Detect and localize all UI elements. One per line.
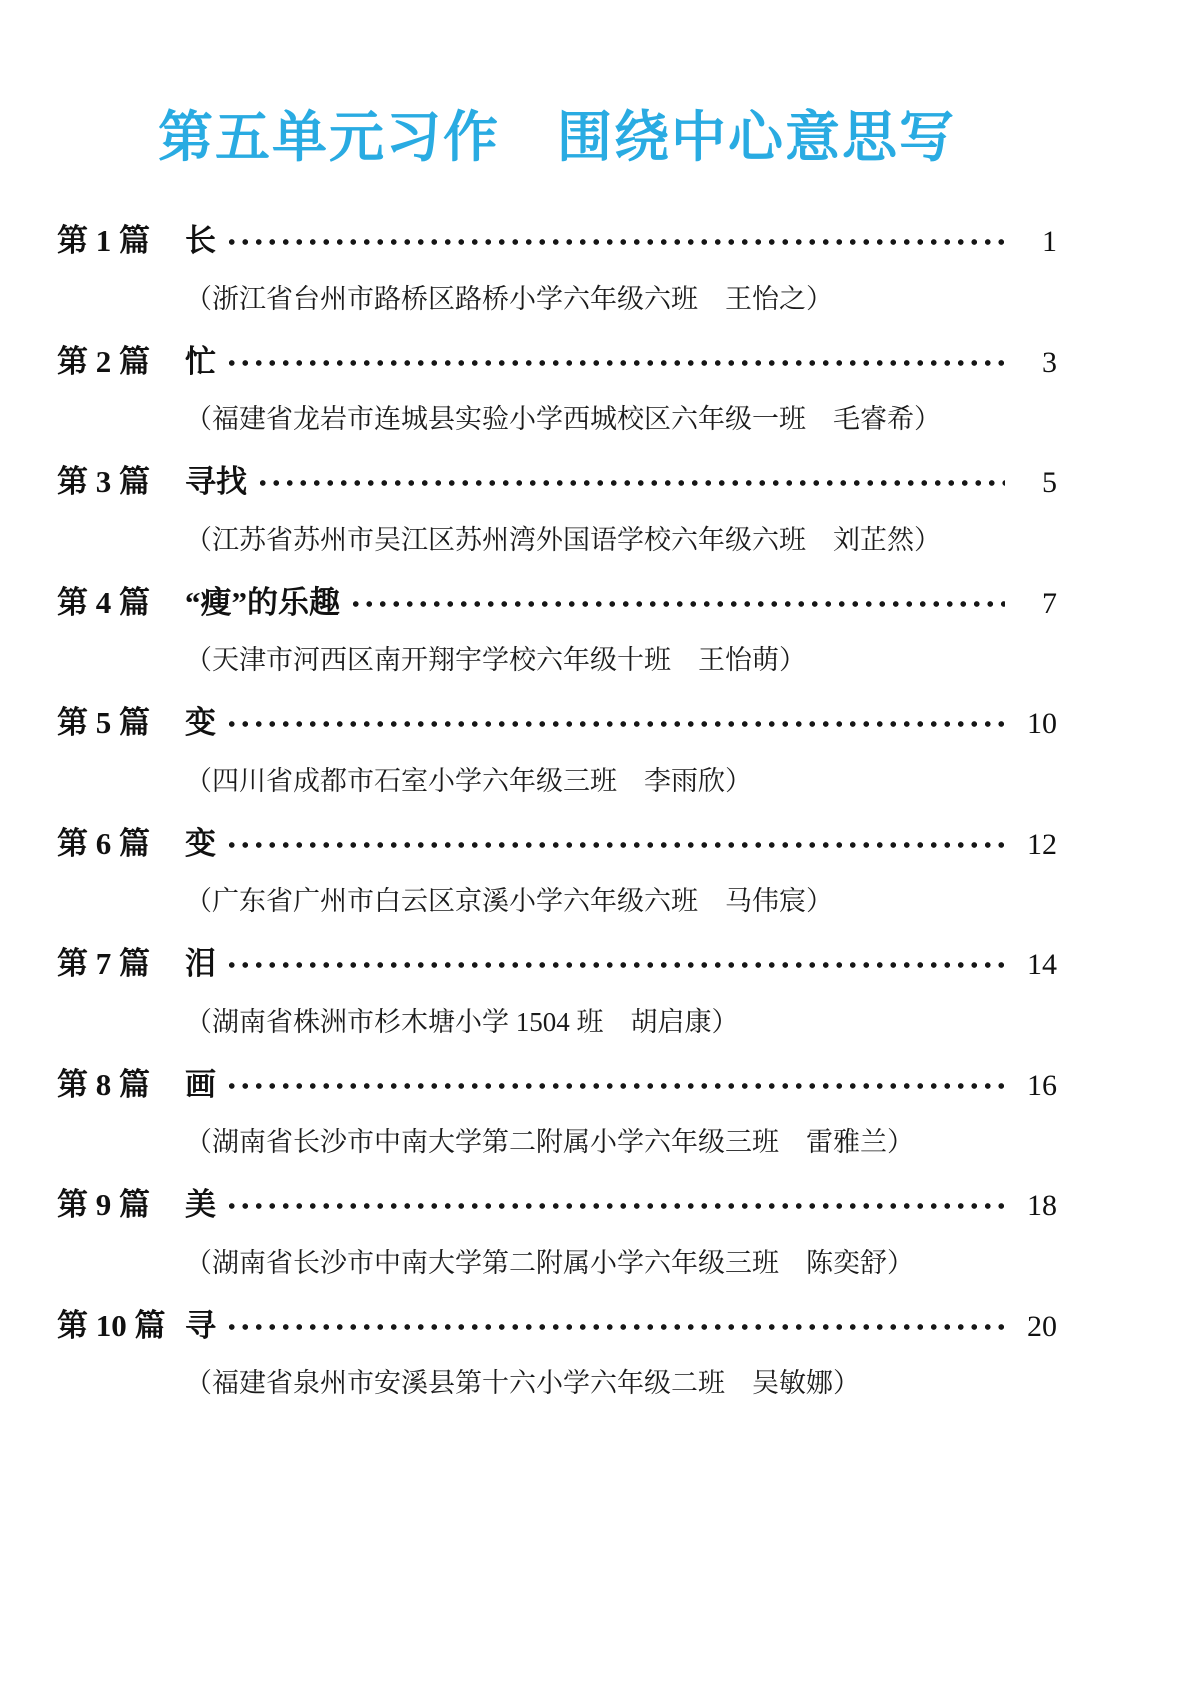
- dot-leader: [225, 960, 1005, 970]
- entry-school-author: （湖南省长沙市中南大学第二附属小学六年级三班 陈奕舒）: [185, 1247, 914, 1278]
- toc-entry-row: [57, 584, 1057, 623]
- entry-number-label: 第 2 篇: [57, 343, 150, 379]
- entry-title: 寻: [185, 1307, 216, 1343]
- toc-entry-row: [57, 704, 1057, 743]
- entry-page-number: 14: [1027, 948, 1057, 981]
- entry-page-number: 1: [1042, 225, 1057, 258]
- dot-leader: [225, 237, 1005, 247]
- entry-school-author: （四川省成都市石室小学六年级三班 李雨欣）: [185, 765, 752, 796]
- entry-page-number: 3: [1042, 345, 1057, 379]
- toc-entry: [57, 945, 1057, 1040]
- toc-entry-row: [57, 222, 1057, 261]
- toc-entry: [57, 1307, 1057, 1402]
- entry-title: 美: [185, 1187, 216, 1222]
- entry-page-number: 12: [1027, 827, 1057, 861]
- page-title: 第五单元习作 围绕中心意思写: [157, 106, 956, 168]
- entry-page-number: 5: [1042, 466, 1057, 499]
- entry-number-label: 第 6 篇: [57, 825, 150, 861]
- entry-page-number: 20: [1027, 1309, 1057, 1343]
- toc-entry-row: [57, 463, 1057, 502]
- entry-title: 画: [185, 1066, 216, 1102]
- dot-leader: [225, 719, 1005, 729]
- entry-school-author: （湖南省长沙市中南大学第二附属小学六年级三班 雷雅兰）: [185, 1127, 914, 1158]
- entry-number-label: 第 8 篇: [57, 1066, 150, 1102]
- toc-entry: [57, 704, 1057, 799]
- entry-page-number: 18: [1027, 1189, 1057, 1222]
- entry-title: “瘦”的乐趣: [185, 584, 340, 620]
- entry-number-label: 第 7 篇: [57, 946, 150, 981]
- toc-entry: [57, 825, 1057, 920]
- toc-entry-row: [57, 945, 1057, 984]
- entry-number-label: 第 9 篇: [57, 1187, 150, 1222]
- entry-school-author: （江苏省苏州市吴江区苏州湾外国语学校六年级六班 刘芷然）: [185, 524, 941, 555]
- entry-title: 长: [185, 223, 216, 258]
- entry-page-number: 10: [1027, 707, 1057, 740]
- toc-entry-row: [57, 1186, 1057, 1225]
- toc-list: [57, 222, 1057, 1401]
- dot-leader: [225, 358, 1005, 368]
- entry-number-label: 第 4 篇: [57, 584, 150, 620]
- entry-number-label: 第 1 篇: [57, 223, 150, 258]
- dot-leader: [225, 1081, 1005, 1091]
- toc-entry: [57, 1066, 1057, 1161]
- entry-school-author: （湖南省株洲市杉木塘小学 1504 班 胡启康）: [185, 1006, 739, 1037]
- entry-title: 忙: [185, 343, 216, 379]
- entry-school-author: （天津市河西区南开翔宇学校六年级十班 王怡萌）: [185, 645, 806, 676]
- toc-entry: [57, 222, 1057, 317]
- toc-entry: [57, 343, 1057, 438]
- toc-entry-row: [57, 1066, 1057, 1105]
- entry-number-label: 第 5 篇: [57, 705, 150, 740]
- toc-entry-row: [57, 825, 1057, 864]
- entry-page-number: 16: [1027, 1068, 1057, 1102]
- toc-entry-row: [57, 343, 1057, 382]
- entry-number-label: 第 3 篇: [57, 464, 150, 499]
- toc-entry-row: [57, 1307, 1057, 1346]
- dot-leader: [256, 478, 1005, 488]
- dot-leader: [225, 840, 1005, 850]
- entry-title: 变: [185, 825, 216, 861]
- entry-school-author: （福建省泉州市安溪县第十六小学六年级二班 吴敏娜）: [185, 1368, 860, 1399]
- entry-number-label: 第 10 篇: [57, 1307, 166, 1343]
- toc-entry: [57, 584, 1057, 679]
- entry-title: 寻找: [185, 464, 247, 499]
- entry-school-author: （浙江省台州市路桥区路桥小学六年级六班 王怡之）: [185, 283, 833, 314]
- entry-page-number: 7: [1042, 586, 1057, 620]
- entry-school-author: （广东省广州市白云区京溪小学六年级六班 马伟宸）: [185, 886, 833, 917]
- dot-leader: [225, 1201, 1005, 1211]
- toc-entry: [57, 463, 1057, 558]
- dot-leader: [349, 599, 1005, 609]
- entry-title: 泪: [185, 946, 216, 981]
- entry-school-author: （福建省龙岩市连城县实验小学西城校区六年级一班 毛睿希）: [185, 404, 941, 435]
- dot-leader: [225, 1322, 1005, 1332]
- entry-title: 变: [185, 705, 216, 740]
- toc-entry: [57, 1186, 1057, 1281]
